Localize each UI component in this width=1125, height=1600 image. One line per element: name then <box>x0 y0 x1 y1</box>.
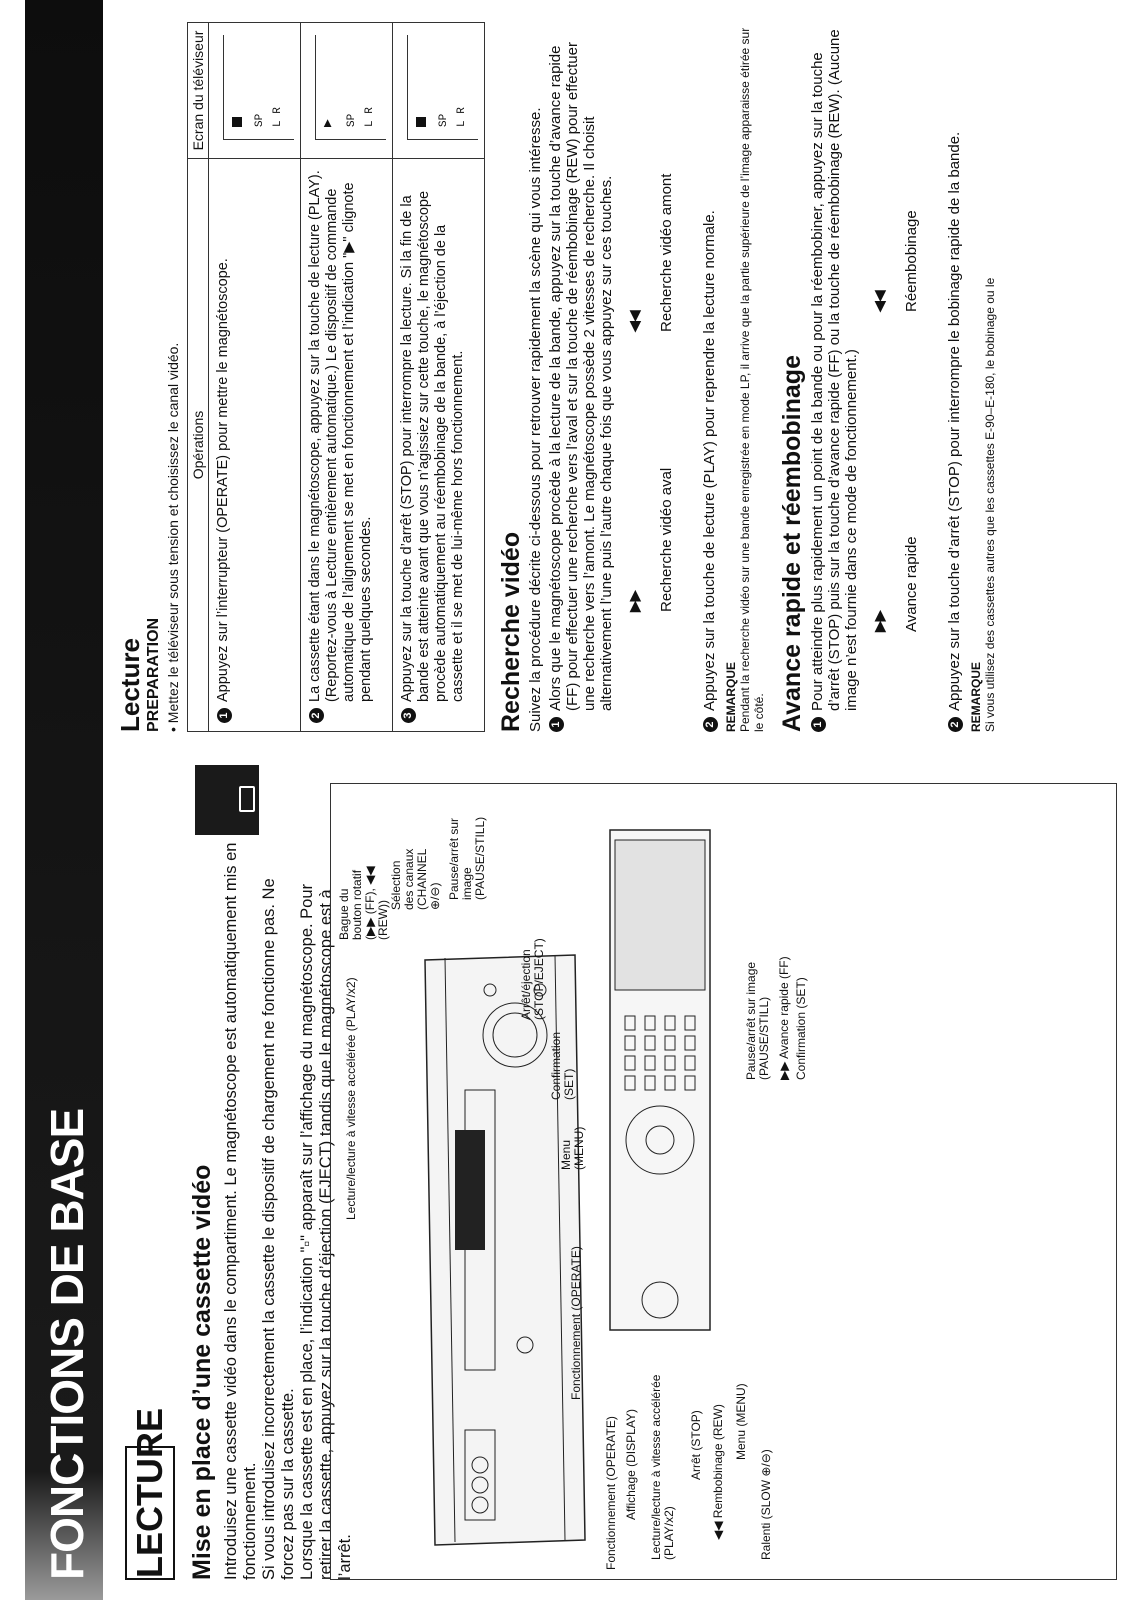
intro-paragraph-2: Si vous introduisez incorrectement la cassette le dispositif de chargement ne fonctionne pas. Ne forcez pas sur la cassette. <box>260 878 297 1580</box>
col-ecran: Ecran du téléviseur <box>188 23 209 159</box>
tv-mode: SP <box>346 113 358 127</box>
tv-screen <box>223 35 294 140</box>
label-lecture-acceleree-remote: Lecture/lecture à vitesse accélérée (PLAY/x2) <box>649 1374 676 1560</box>
label-avance-rapide: Avance rapide <box>903 536 920 632</box>
label-recherche-amont: Recherche vidéo amont <box>658 173 675 332</box>
table-row <box>393 23 485 732</box>
label-fonctionnement-vcr: Fonctionnement (OPERATE) <box>569 1246 583 1400</box>
label-fonctionnement-remote: Fonctionnement (OPERATE) <box>604 1416 618 1570</box>
label-bague: Bague du bouton rotatif (▶▶ (FF), ◀◀ (REW)) <box>337 866 390 940</box>
tv-mode: SP <box>254 113 266 127</box>
label-pause-remote: Pause/arrêt sur image (PAUSE/STILL) <box>744 961 771 1080</box>
avance-step-1: 1 Pour atteindre plus rapidement un point de la bande ou pour la réembobiner, appuyez sur la touche d’arrêt (STOP) puis sur la touche d’avance rapide (FF) ou la touche de réembobinage (REW). (Aucune image n’est fournie dans ce mode de fonctionnement.) <box>809 22 860 732</box>
ff-icon: ▶▶ <box>626 590 642 612</box>
recherche-figure <box>618 22 698 732</box>
label-affichage: Affichage (DISPLAY) <box>624 1409 638 1520</box>
tv-audio: L R <box>272 107 284 127</box>
rew-icon: ◀◀ <box>871 290 887 312</box>
step-number: 3 <box>401 708 416 723</box>
recherche-step-1: 1 Alors que le magnétoscope procède à la lecture de la bande, appuyez sur la touche d’avance rapide (FF) pour effectuer une recherche vers l’aval et sur la touche de réembobinage (REW) pour effectuer une recherche vers l’amont. Le magnétoscope possède 2 vitesses de recherche. Il choisit alternativement l’une puis l’autre chaque fois que vous appuyez sur ces touches. <box>547 22 615 732</box>
lecture-heading: Lecture <box>115 638 145 732</box>
avance-figure <box>863 22 943 732</box>
section-title: FONCTIONS DE BASE <box>41 1108 93 1580</box>
ff-icon: ▶▶ <box>871 610 887 632</box>
rew-icon: ◀◀ <box>626 310 642 332</box>
label-ralenti: Ralenti (SLOW ⊕/⊖) <box>759 1449 773 1560</box>
label-arret-ejection: Arrêt/éjection (STOP/EJECT) <box>519 938 546 1020</box>
table-row <box>209 23 301 732</box>
lecture-box-label: LECTURE <box>125 1446 175 1580</box>
label-avance-rapide: ▶▶ Avance rapide (FF) <box>777 956 791 1080</box>
label-recherche-aval: Recherche vidéo aval <box>658 467 675 612</box>
operation-text: La cassette étant dans le magnétoscope, appuyez sur la touche de lecture (PLAY). (Reportez-vous à Lecture entièrement automatique.) Le dispositif de commande automatique de l’alignement se met en fonctionnement et l’indication "▶" clignote pendant quelques secondes. <box>307 170 374 702</box>
preparation-item: • Mettez le téléviseur sous tension et choisissez le canal vidéo. <box>165 342 181 732</box>
tv-audio: L R <box>456 107 468 127</box>
right-column <box>115 22 997 732</box>
label-menu-remote: Menu (MENU) <box>734 1383 748 1460</box>
col-operations: Opérations <box>188 159 209 732</box>
recherche-heading: Recherche vidéo <box>497 531 525 732</box>
remote-illustration <box>600 820 730 1340</box>
recherche-remarque-title: REMARQUE <box>724 661 738 732</box>
tv-screen: ▶ SP L R <box>315 35 386 140</box>
tv-mode: SP <box>438 113 450 127</box>
recherche-intro: Suivez la procédure décrite ci-dessous pour retrouver rapidement la scène qui vous intéresse. <box>527 107 544 732</box>
operations-table <box>187 22 485 732</box>
operation-text: Appuyez sur l’interrupteur (OPERATE) pour mettre le magnétoscope. <box>215 258 231 702</box>
table-row <box>301 23 393 732</box>
operation-text: Appuyez sur la touche d’arrêt (STOP) pour interrompre la lecture. Si la fin de la bande est atteinte avant que vous n’agissiez sur cette touche, le magnétoscope procède automatiquement au réembobinage de la bande, à l’éjection de la cassette et il se met de lui-même hors fonctionnement. <box>399 190 466 702</box>
intro-paragraph-1: Introduisez une cassette vidéo dans le compartiment. Le magnétoscope est automatiquement mis en fonctionnement. <box>222 842 259 1580</box>
label-lecture-acceleree: Lecture/lecture à vitesse accélérée (PLAY/x2) <box>344 977 358 1220</box>
recherche-step-2: 2 Appuyez sur la touche de lecture (PLAY) pour reprendre la lecture normale. <box>701 22 718 732</box>
avance-step-2: 2 Appuyez sur la touche d’arrêt (STOP) pour interrompre le bobinage rapide de la bande. <box>946 22 963 732</box>
label-menu: Menu (MENU) <box>559 1126 586 1170</box>
label-pause-image: Pause/arrêt sur image (PAUSE/STILL) <box>447 816 487 900</box>
avance-heading: Avance rapide et réembobinage <box>778 355 806 732</box>
tv-screen <box>407 35 478 140</box>
avance-remarque-title: REMARQUE <box>969 661 983 732</box>
label-confirmation-set: Confirmation (SET) <box>549 1031 576 1100</box>
label-rembobinage: ◀◀ Rembobinage (REW) <box>711 1404 725 1540</box>
step-number: 2 <box>309 708 324 723</box>
tv-audio: L R <box>364 107 376 127</box>
label-confirmation-remote: Confirmation (SET) <box>794 977 808 1080</box>
cassette-icon <box>195 765 259 835</box>
label-reembobinage: Réembobinage <box>903 210 920 312</box>
label-selection-canaux: Sélection des canaux (CHANNEL ⊕/⊖) <box>389 848 442 910</box>
preparation-title: PREPARATION <box>145 617 162 732</box>
recherche-remarque-text: Pendant la recherche vidéo sur une bande enregistrée en mode LP, il arrive que la partie supérieure de l’image apparaisse étirée sur le côté. <box>738 27 766 732</box>
intro-paragraph-3: Lorsque la cassette est en place, l’indication "▫" apparaît sur l’affichage du magnétoscope. Pour retirer la cassette, appuyez sur la touche d’éjection (EJECT) tandis que le magnétoscope est à l’arrêt. <box>298 883 354 1580</box>
avance-remarque-text: Si vous utilisez des cassettes autres que les cassettes E-90–E-180, le bobinage ou le <box>983 277 997 732</box>
left-heading: Mise en place d’une cassette vidéo <box>188 1164 216 1580</box>
step-number: 1 <box>217 708 232 723</box>
label-arret-stop: Arrêt (STOP) <box>689 1410 703 1480</box>
